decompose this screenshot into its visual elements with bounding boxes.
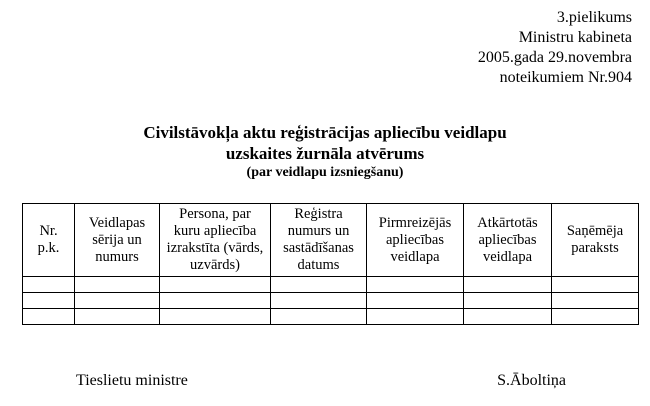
header-form-series: Veidlapas sērija un numurs [75, 204, 160, 277]
table-cell [75, 293, 160, 309]
header-person: Persona, par kuru apliecība izrakstīta (vārds, uzvārds) [160, 204, 271, 277]
minister-title: Tieslietu ministre [76, 372, 188, 389]
table-cell [552, 277, 639, 293]
table-cell [367, 293, 464, 309]
table-row [23, 293, 639, 309]
table-cell [271, 293, 367, 309]
table-cell [75, 277, 160, 293]
table-cell [464, 309, 552, 325]
table-cell [464, 293, 552, 309]
title-line-2: uzskaites žurnāla atvērums [225, 144, 425, 163]
header-register-number: Reģistra numurs un sastādīšanas datums [271, 204, 367, 277]
table-cell [552, 309, 639, 325]
table-cell [75, 309, 160, 325]
title-subtitle: (par veidlapu izsniegšanu) [246, 165, 404, 180]
journal-table [22, 203, 639, 325]
table-cell [160, 277, 271, 293]
table-cell [23, 309, 75, 325]
annex-line: Ministru kabineta [518, 29, 632, 46]
table-cell [271, 277, 367, 293]
header-recipient-signature: Saņēmēja paraksts [552, 204, 639, 277]
table-body [23, 277, 639, 325]
annex-line: 3.pielikums [556, 9, 632, 26]
annex-line: noteikumiem Nr.904 [499, 69, 632, 86]
annex-line: 2005.gada 29.novembra [477, 49, 632, 66]
table-cell [271, 309, 367, 325]
table-cell [160, 309, 271, 325]
table-cell [367, 277, 464, 293]
header-first-form: Pirmreizējās apliecības veidlapa [367, 204, 464, 277]
table-cell [23, 293, 75, 309]
table-cell [160, 293, 271, 309]
table-header-row [23, 204, 639, 277]
document-title [0, 122, 650, 181]
table-row [23, 309, 639, 325]
title-line-1: Civilstāvokļa aktu reģistrācijas apliecību veidlapu [143, 123, 507, 142]
table-cell [367, 309, 464, 325]
table-cell [23, 277, 75, 293]
minister-name: S.Āboltiņa [497, 372, 566, 389]
header-row-number: Nr. p.k. [23, 204, 75, 277]
table-cell [464, 277, 552, 293]
table-row [23, 277, 639, 293]
annex-reference [478, 8, 632, 88]
header-repeat-form: Atkārtotās apliecības veidlapa [464, 204, 552, 277]
table-cell [552, 293, 639, 309]
